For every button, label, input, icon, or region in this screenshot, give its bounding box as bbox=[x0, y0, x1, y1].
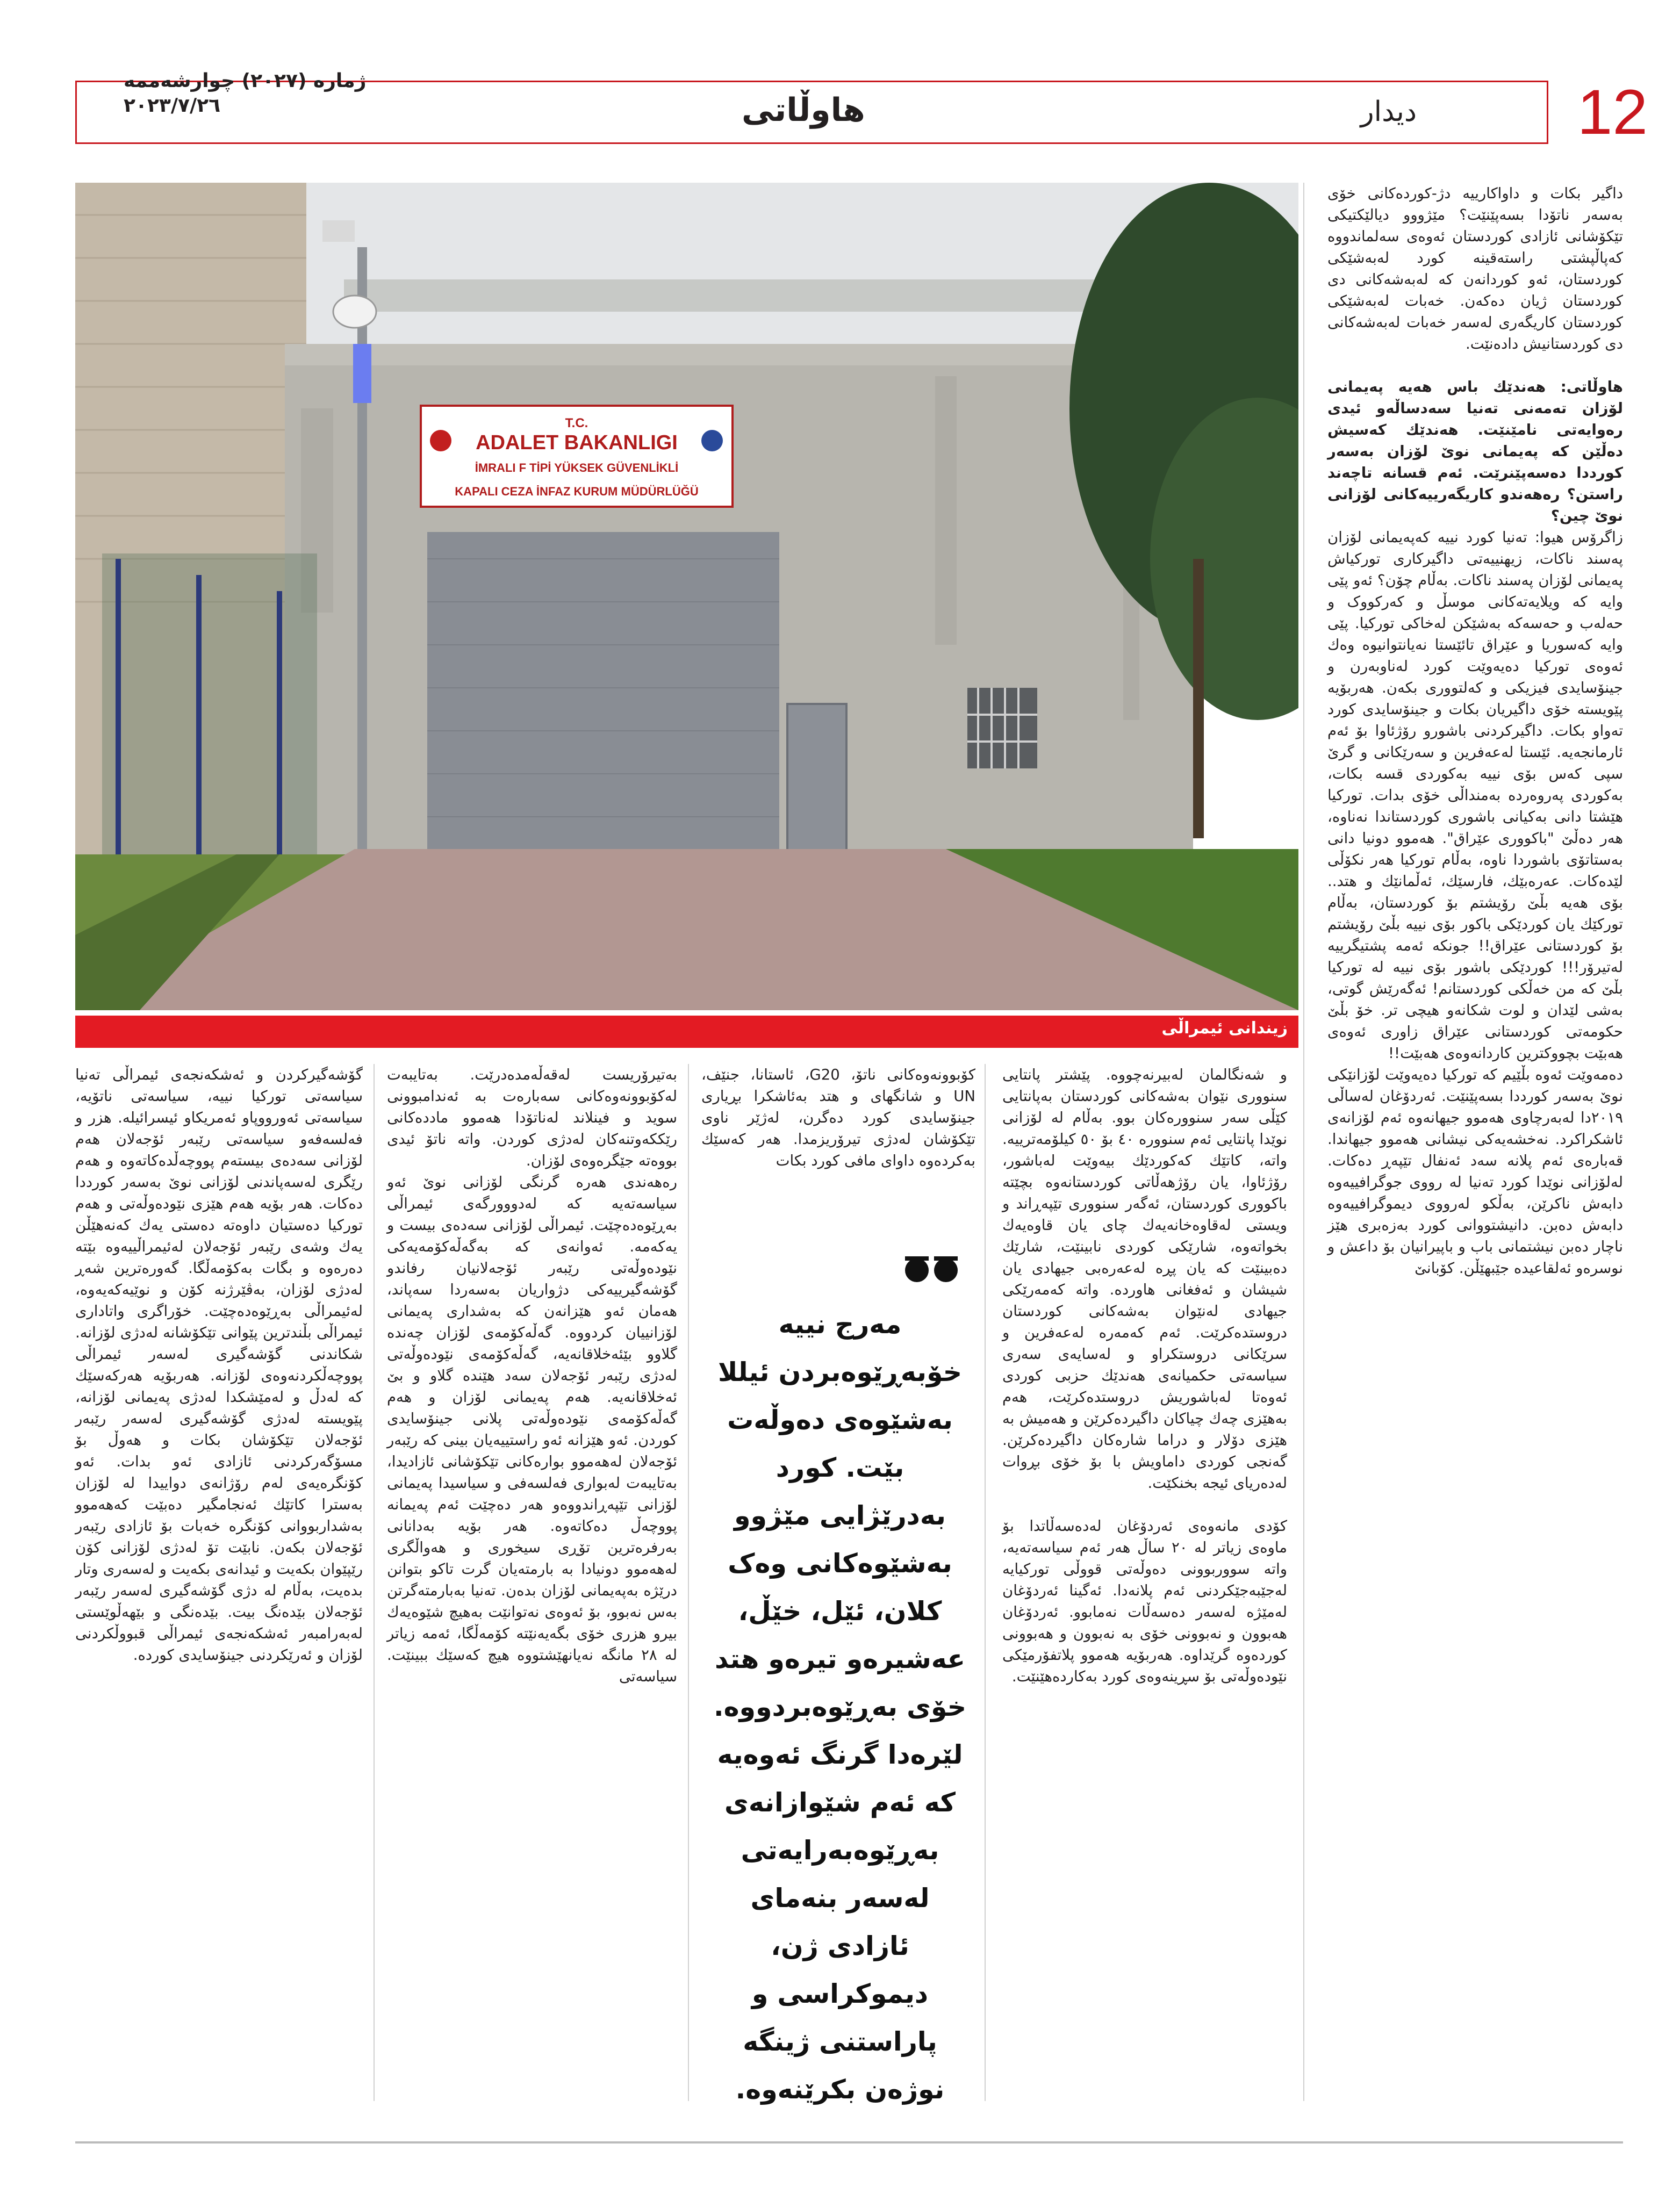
interview-question: هاوڵاتی: هەندێك باس هەیە پەیمانی لۆزان تەمەنی تەنیا سەدساڵەو ئیدی رەوایەتی نامێنێت. هەندێك کەسیش دەڵێن کە پەیمانی نوێ لۆزان بەسەر کورددا دەسەپێنرێت. ئەم قسانە تاچەند راستن؟ رەهەندو کاریگەرییەکانی لۆزانی نوێ چین؟ bbox=[1327, 378, 1623, 524]
photo-caption-bar bbox=[75, 1016, 1298, 1048]
column-separator bbox=[688, 1064, 689, 2101]
footer-rule bbox=[75, 2141, 1623, 2144]
header-rule-right-short bbox=[1547, 81, 1548, 144]
article-column-1 bbox=[1327, 183, 1623, 1279]
article-column-2 bbox=[1002, 1064, 1287, 1687]
photo-caption: زیندانی ئیمراڵی bbox=[1161, 1019, 1288, 1038]
article-column-3 bbox=[701, 1064, 975, 1171]
sign-line-1: T.C. bbox=[565, 416, 588, 430]
column-separator bbox=[374, 1064, 375, 2101]
column-1-paragraph-3: دەمەوێت ئەوە بڵێیم کە تورکیا دەیەوێت لۆزانێکی نوێ بەسەر کورددا بسەپێنێت. ئەردۆغان لەساڵی ٢٠١٩دا لەبەرچاوی هەموو جیهانەوە ئەم لۆزانەی ئاشکراکرد. نەخشەیەکی نیشانی هەموو جیهاندا. قەبارەی ئەم پلانە سەد ئەنفال تێپەڕ دەکات. لەلۆزانی نوێدا کورد تەنیا لە رووی جوگرافییەوە دابەش ناکرێن، بەڵکو لەرووی دیموگرافییەوە دابەش دەبن. دانیشتووانی کورد بەزەبری هێز ناچار دەبن نیشتمانی باب و باپیرانیان بۆ داعش و نوسرەو ئەلقاعیدە جێبهێڵن. کۆبانێ bbox=[1327, 1066, 1623, 1277]
pull-quote-text: مەرج نییە خۆبەڕێوەبردن ئیللا بەشێوەی دەوڵەت بێت. کورد بەدرێژایی مێژوو بەشێوەکانی وەک کلان، ئێل، خێڵ، عەشیرەو تیرەو هتد خۆی بەڕێوەبردووە. لێرەدا گرنگ ئەوەیە کە ئەم شێوازانەی بەڕێوەبەرایەتی لەسەر بنەمای ئازادی ژن، دیموکراسی و پاراستنی ژینگە نوژەن بکرێنەوە. bbox=[713, 1309, 967, 2105]
section-title: دیدار bbox=[1360, 96, 1417, 128]
column-1-paragraph-2: زاگرۆس هیوا: تەنیا کورد نییە کەپەیمانی لۆزان پەسند ناکات، زیهنییەتی داگیرکاری تورکیاش پەیمانی لۆزان پەسند ناکات. بەڵام چۆن؟ ئەو پێی وایە کە ویلایەتەکانی موسڵ و کەرکووک و حەلەب و حەسەکە بەشێکن لەخاکی تورکیا. پێی وایە کەسوریا و عێراق تائێستا نەیانتوانیوە وەك ئەوەی تورکیا دەیەوێت کورد لەناوبەرن و جینۆسایدی فیزیکی و کەلتووری بکەن. هەربۆیە پێویستە خۆی داگیریان بکات و جینۆسایدی کورد تەواو بکات. داگیرکردنی باشورو رۆژئاوا بۆ ئەم ئارمانجەیە. ئێستا لەعەفرین و سەرێکانی و گرێ سپی کەس بۆی نییە بەکوردی قسە بکات، بەکوردی پەروەردە بەمنداڵی خۆی بدات. تورکیا هێشتا دانی بەکیانی باشوری کوردستاندا نەناوە، هەر دەڵێ "باکووری عێراق". هەموو دونیا دانی بەستاتۆی باشوردا ناوە، بەڵام تورکیا هەر نکۆڵی لێدەکات. عەرەبێك، فارسێك، ئەڵمانێك و هتد.. بۆی هەیە بڵێ رۆیشتم بۆ کوردستان، بەڵام تورکێك یان کوردێکی باکور بۆی نییە بڵێ رۆیشتم بۆ کوردستانی عێراق!! جونکە ئەمە پشتیگرییە لەتیرۆر!!! کوردێکی باشور بۆی نییە لە تورکیا بڵێ کە من خەڵکی کوردستانم! ئەگەرێش گوتی، بەشی لێدان و لوت شکانەو هیچی تر. خۆ بڵێ حکومەتی کوردستانی عێراق زاوری ئەوەی هەبێت بچووکترین کاردانەوەی هەبێت!! bbox=[1327, 529, 1623, 1062]
quote-marks-icon bbox=[903, 1252, 962, 1284]
issue-date: ٢٠٢٣/٧/٢٦ bbox=[124, 95, 221, 117]
column-4-paragraph-1: بەتیرۆریست لەقەڵەمدەدرێت. بەتایبەت لەکۆبوونەوەکانی سەبارەت بە ئەندامبوونی سوید و فینلاند لەناتۆدا هەموو ماددەکانی رێککەوتنەکان لەدژی کوردن. واتە ناتۆ ئیدی بووەتە جێگرەوەی لۆزان. bbox=[387, 1066, 677, 1169]
column-5-paragraph-1: گۆشەگیرکردن و ئەشکەنجەی ئیمراڵی تەنیا سیاسەتی تورکیا نییە، سیاسەتی ناتۆیە، سیاسەتی ئەورووپاو ئەمریکاو ئیسرائیلە. هزر و فەلسەفەو سیاسەتی رێبەر ئۆجەلان هەم لۆزانی سەدەی بیستەم پووچەڵدەکاتەوە و هەم رێگری لەسەپاندنی لۆزانی نوێ بەسەر کورددا دەکات. هەر بۆیە هەم هێزی نێودەوڵەتی و هەم تورکیا دەستیان داوەتە دەستی یەك کەنەهێڵن یەك وشەی رێبەر ئۆجەلان لەئیمراڵییەوە بێتە دەرەوە و بگات بەکۆمەڵگا. گەورەترین شەڕ لەدژی لۆزان، بەڤێرژنە کۆن و نوێیەکەیەوە، لەئیمراڵی بەڕێوەدەچێت. خۆراگری واتاداری ئیمراڵی بڵندترین پێوانی تێکۆشانە لەدژی لۆزانە. شکاندنی گۆشەگیری لەسەر ئیمراڵی پووچەڵکردنەوەی لۆزانە. هەربۆیە هەرکەسێك کە لەدڵ و لەمێشکدا لەدژی پەیمانی لۆزانە، پێویستە لەدژی گۆشەگیری لەسەر رێبەر ئۆجەلان تێکۆشان بکات و هەوڵ بۆ مسۆگەرکردنی ئازادی ئەو بدات. ئەو کۆنگرەیەی لەم رۆژانەی دواییدا لە لۆزان بەسترا کاتێك ئەنجامگیر دەبێت کەهەموو بەشداربووانی کۆنگرە خەبات بۆ ئازادی رێبەر ئۆجەلان بکەن. نابێت تۆ لەدژی لۆزانی کۆن رێپێوان بکەیت و ئیدانەی بکەیت و لەسەری وتار بدەیت، بەڵام لە دژی گۆشەگیری لەسەر رێبەر ئۆجەلان بێدەنگ بیت. بێدەنگی و بێهەڵوێستی لەبەرامبەر ئەشکەنجەی ئیمراڵی قبووڵکردنی لۆزان و ئەرێکردنی جینۆسایدی کوردە. bbox=[75, 1066, 363, 1664]
sign-line-4: KAPALI CEZA İNFAZ KURUM MÜDÜRLÜĞÜ bbox=[455, 485, 699, 498]
sign-line-3: İMRALI F TİPİ YÜKSEK GÜVENLİKLİ bbox=[475, 461, 679, 474]
article-column-4 bbox=[387, 1064, 677, 1687]
column-1-paragraph-1: داگیر بکات و داواکارییە دژ-کوردەکانی خۆی بەسەر ناتۆدا بسەپێنێت؟ مێژووو دیالێکتیکی تێکۆشانی ئازادی کوردستان ئەوەی سەلماندووە کەپاڵپشتی راستەقینە کورد لەبەشێکی کوردستان، ئەو کوردانەن کە لەبەشەکانی دی کوردستان ژیان دەکەن. خەبات لەبەشێکی کوردستان کاریگەری لەسەر خەبات لەبەشەکانی دی کوردستانیش دادەنێت. bbox=[1327, 185, 1623, 353]
column-separator bbox=[985, 1064, 986, 2101]
column-2-paragraph-1: و شەنگالمان لەبیرنەچووە. پێشتر پانتایی سنووری نێوان بەشەکانی کوردستان بەپانتایی کێڵی سەر سنوورەکان بوو. بەڵام لە لۆزانی نوێدا پانتایی ئەم سنوورە ٤٠ بۆ ٥٠ کیلۆمەترییە. واتە، کاتێك کەکوردێك بیەوێت لەباشور، رۆژئاوا، یان رۆژهەڵاتی کوردستانەوە بچێتە باکووری کوردستان، ئەگەر سنووری تێپەڕاند و ویستی لەقاوەخانەیەك چای یان قاوەیەك بخواتەوە، شارێکی کوردی نابینێت، شارێك دەبینێت کە یان پڕە لەعەرەبی جیهادی یان شیشان و ئەفغانی هاوردە. واتە کەمەرێکی جیهادی لەنێوان بەشەکانی کوردستان دروستدەکرێت. ئەم کەمەرە لەعەفرین و سرێکانی دروستکراو و لەسایەی سەری سیاسەتی حکمیانەی هەندێك حزبی کوردی ئەوەتا لەباشوریش دروستدەکرێت، هەم بەهێزی چەك چیاکان داگیردەکرێن و هەمیش بە هێزی دۆلار و دراما شارەکان داگیردەکرێن. گەنجی کوردی داماویش با بۆ خۆی بڕوات لەدەریای ئیجە بخنکێت. bbox=[1002, 1066, 1288, 1492]
column-3-paragraph-1: کۆبوونەوەکانی ناتۆ، G20، ئاستانا، جنێف، UN و شانگهای و هتد بەئاشکرا بڕیاری جینۆسایدی کورد دەگرن، لەژێر ناوی تێکۆشان لەدژی تیرۆریزمدا. هەر کەسێك بەکردەوە داوای مافی کورد بکات bbox=[701, 1066, 975, 1169]
newspaper-logo: هاوڵاتی bbox=[742, 91, 865, 129]
page-number: 12 bbox=[1577, 77, 1648, 148]
header-rule-bottom bbox=[75, 142, 1548, 144]
column-4-paragraph-2: رەهەندی هەرە گرنگی لۆزانی نوێ ئەو سیاسەتەیە کە لەدووورگەی ئیمراڵی بەڕێوەدەچێت. ئیمراڵی لۆزانی سەدەی بیست و یەکەمە. ئەوانەی کە بەگەڵەکۆمەیەکی نێودەوڵەتی رێبەر ئۆجەلانیان رفاندو گۆشەگیرییەکی دژواریان بەسەردا سەپاند، هەمان ئەو هێزانەن کە بەشداری پەیمانی لۆزانییان کردووە. گەڵەکۆمەی لۆزان چەندە گلاوو بێئەخلاقانەیە، گەڵەکۆمەی نێودەوڵەتی لەدژی رێبەر ئۆجەلان سەد هێندە گلاو و بێ ئەخلاقانەیە. هەم پەیمانی لۆزان و هەم گەڵەکۆمەی نێودەوڵەتی پلانی جینۆسایدی کوردن. ئەو هێزانە ئەو راستییەیان بینی کە رێبەر ئۆجەلان لەهەموو بوارەکانی تێکۆشانی ئازادیدا، بەتایبەت لەبواری فەلسەفی و سیاسیدا پەیمانی لۆزانی تێپەڕاندووەو هەر دەچێت ئەم پەیمانە پووچەڵ دەکاتەوە. هەر بۆیە بەدانانی بەرفرەترین تۆڕی سیخوری و هەواڵگری لەهەموو دونیادا بە بارمتەیان گرت تاکو بتوانن درێژە بەپەیمانی لۆزان بدەن. تەنیا بەبارمتەگرتن بەس نەبوو، بۆ ئەوەی نەتوانێت بەهیچ شێوەیەك بیرو هزری خۆی بگەیەنێتە کۆمەڵگا، ئەمە زیاتر لە ٢٨ مانگە نەیانهێشتووە هیچ کەسێك ببینێت. سیاسەتی bbox=[387, 1174, 677, 1685]
sign-line-2: ADALET BAKANLIGI bbox=[476, 431, 678, 454]
issue-label: ژمارە (٢٠٢٧) چوارشەممە bbox=[124, 70, 367, 92]
article-column-5 bbox=[75, 1064, 363, 1666]
header-rule-left bbox=[75, 81, 77, 144]
prison-gate-photo bbox=[75, 183, 1298, 1010]
column-separator bbox=[1303, 183, 1304, 2101]
column-2-paragraph-2: کۆدی مانەوەی ئەردۆغان لەدەسەڵاتدا بۆ ماوەی زیاتر لە ٢٠ ساڵ هەر ئەم سیاسەتەیە، واتە سووربوونی دەوڵەتی قووڵی تورکیایە لەجێبەجێکردنی ئەم پلانەدا. ئەگینا ئەردۆغان لەمێژە لەسەر دەسەڵات نەمابوو. ئەردۆغان هەبوون و نەبوونی خۆی بە نەبوون و هەبوونی کوردەوە گرێداوە. هەربۆیە هەموو پلاتفۆرمێکی نێودەوڵەتی بۆ سڕینەوەی کورد بەکاردەهێنێت. bbox=[1002, 1517, 1288, 1685]
